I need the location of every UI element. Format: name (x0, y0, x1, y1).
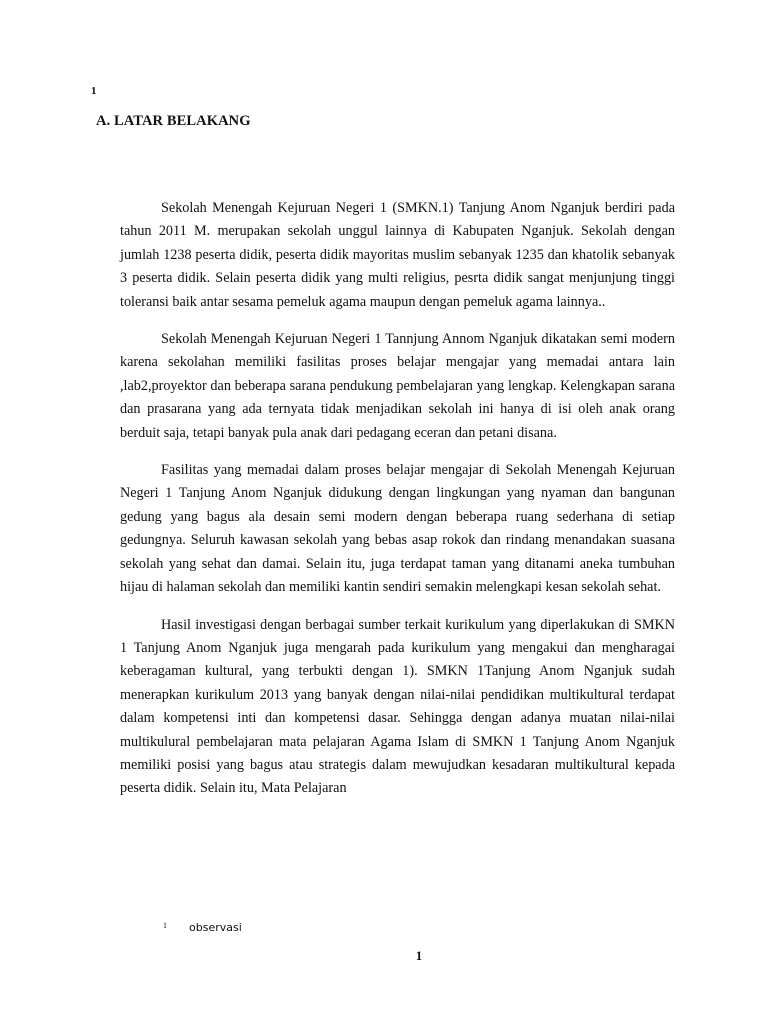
footnote-mark: 1 (163, 921, 167, 930)
paragraph-1: Sekolah Menengah Kejuruan Negeri 1 (SMKN.1) Tanjung Anom Nganjuk berdiri pada tahun 2011 M. merupakan sekolah unggul lainnya di Kabupaten Nganjuk. Sekolah dengan jumlah 1238 peserta didik, peserta didik mayoritas muslim sebanyak 1235 dan khatolik sebanyak 3 peserta didik. Selain peserta didik yang multi religius, pesrta didik sangat menjunjung tinggi toleransi baik antar sesama pemeluk agama maupun dengan pemeluk agama lainnya.. (120, 200, 675, 310)
page-number: 1 (415, 948, 423, 963)
paragraph-2: Sekolah Menengah Kejuruan Negeri 1 Tannjung Annom Nganjuk dikatakan semi modern karena sekolahan memiliki fasilitas proses belajar mengajar yang memadai antara lain ,lab2,proyektor dan beberapa sarana pendukung pembelajaran yang lengkap. Kelengkapan sarana dan prasarana yang ada ternyata tidak menjadikan sekolah ini hanya di isi oleh anak orang berduit saja, tetapi banyak pula anak dari pedagang eceran dan petani disana. (120, 331, 675, 441)
page-marker: 1 (91, 85, 97, 97)
footnote (163, 919, 463, 939)
body-text (120, 197, 675, 815)
section-heading: A. LATAR BELAKANG (96, 113, 251, 129)
footnote-text: observasi (189, 921, 242, 934)
paragraph-4: Hasil investigasi dengan berbagai sumber terkait kurikulum yang diperlakukan di SMKN 1 Tanjung Anom Nganjuk juga mengarah pada kurikulum yang mengakui dan mengharagai keberagaman kultural, yang terbukti dengan 1). SMKN 1Tanjung Anom Nganjuk sudah menerapkan kurikulum 2013 yang banyak dengan nilai-nilai pendidikan multikultural terdapat dalam kompetensi inti dan kompetensi dasar. Sehingga dengan adanya muatan nilai-nilai multikulural pembelajaran mata pelajaran Agama Islam di SMKN 1 Tanjung Anom Nganjuk memiliki posisi yang bagus atau strategis dalam mewujudkan kesadaran multikultural kepada peserta didik. Selain itu, Mata Pelajaran (120, 616, 675, 797)
paragraph-3: Fasilitas yang memadai dalam proses belajar mengajar di Sekolah Menengah Kejuruan Negeri 1 Tanjung Anom Nganjuk didukung dengan lingkungan yang nyaman dan bangunan gedung yang bagus ala desain semi modern dengan beberapa ruang sederhana di setiap gedungnya. Seluruh kawasan sekolah yang bebas asap rokok dan rindang menandakan suasana sekolah yang sehat dan damai. Selain itu, juga terdapat taman yang ditanami aneka tumbuhan hijau di halaman sekolah dan memiliki kantin sendiri semakin melengkapi kesan sekolah sehat. (120, 462, 675, 596)
